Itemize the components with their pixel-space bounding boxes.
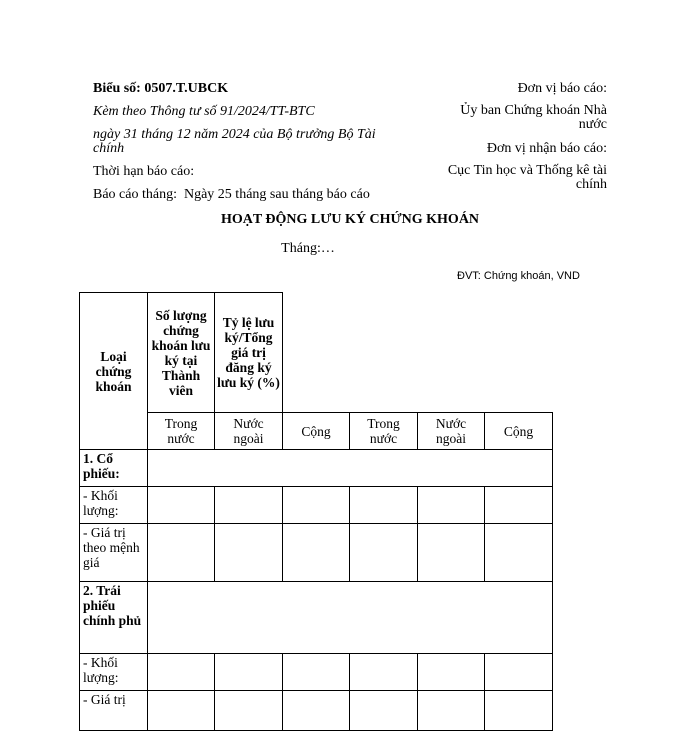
table-cell — [485, 524, 553, 582]
table-cell — [215, 524, 283, 582]
receiving-unit-label: Đơn vị nhận báo cáo: — [486, 141, 607, 156]
column-header-custody-ratio: Tỷ lệ lưu ký/Tổng giá trị đăng ký lưu ký (%) — [215, 293, 283, 413]
row-label-government-bonds: 2. Trái phiếu chính phủ — [80, 582, 148, 654]
table-cell — [148, 654, 215, 691]
table-header-row — [80, 293, 553, 413]
table-cell — [485, 691, 553, 731]
table-cell — [148, 691, 215, 731]
table-cell — [283, 654, 350, 691]
subheader-total: Cộng — [283, 413, 350, 450]
circular-reference-line-1: Kèm theo Thông tư số 91/2024/TT-BTC — [93, 104, 315, 119]
table-cell — [215, 487, 283, 524]
table-cell — [148, 487, 215, 524]
column-header-custody-quantity: Số lượng chứng khoán lưu ký tại Thành viên — [148, 293, 215, 413]
table-cell — [283, 524, 350, 582]
table-cell — [485, 654, 553, 691]
table-row — [80, 582, 553, 654]
table-cell — [418, 654, 485, 691]
monthly-report-label — [93, 187, 370, 203]
subheader-total-2: Cộng — [485, 413, 553, 450]
custody-activity-table — [79, 292, 553, 731]
table-cell — [215, 654, 283, 691]
unit-of-measure: ĐVT: Chứng khoán, VND — [457, 270, 580, 282]
table-cell — [283, 487, 350, 524]
row-label-stocks-volume: - Khối lượng: — [80, 487, 148, 524]
header-blank-area — [283, 293, 553, 413]
table-row — [80, 524, 553, 582]
table-cell — [485, 487, 553, 524]
row-label-bonds-volume: - Khối lượng: — [80, 654, 148, 691]
table-cell — [418, 691, 485, 731]
section-span-cell — [148, 450, 553, 487]
monthly-report-deadline: Ngày 25 tháng sau tháng báo cáo — [183, 187, 370, 202]
reporting-unit-line-1: Ủy ban Chứng khoán Nhà — [460, 103, 607, 118]
table-row — [80, 654, 553, 691]
table-cell — [350, 524, 418, 582]
table-cell — [215, 691, 283, 731]
row-label-stocks: 1. Cổ phiếu: — [80, 450, 148, 487]
table-cell — [350, 691, 418, 731]
table-cell — [350, 654, 418, 691]
row-label-bonds-value: - Giá trị — [80, 691, 148, 731]
deadline-label: Thời hạn báo cáo: — [93, 164, 195, 179]
subheader-domestic-2: Trong nước — [350, 413, 418, 450]
receiving-unit-line-2: chính — [575, 177, 607, 192]
subheader-foreign-2: Nước ngoài — [418, 413, 485, 450]
receiving-unit-line-1: Cục Tin học và Thống kê tài — [447, 163, 607, 178]
reporting-unit-label: Đơn vị báo cáo: — [517, 81, 607, 96]
report-title: HOẠT ĐỘNG LƯU KÝ CHỨNG KHOÁN — [220, 212, 480, 227]
table-row — [80, 487, 553, 524]
table-subheader-row — [80, 413, 553, 450]
receiving-unit-name — [448, 164, 607, 192]
circular-reference-line-2: ngày 31 tháng 12 năm 2024 của Bộ trưởng Bộ Tài — [93, 127, 376, 142]
subheader-foreign: Nước ngoài — [215, 413, 283, 450]
report-month: Tháng:… — [281, 241, 335, 256]
circular-reference-line-3: chính — [93, 141, 125, 156]
table-row — [80, 691, 553, 731]
subheader-domestic: Trong nước — [148, 413, 215, 450]
reporting-unit-name — [460, 104, 607, 132]
section-span-cell — [148, 582, 553, 654]
table-cell — [350, 487, 418, 524]
form-number: Biểu số: 0507.T.UBCK — [93, 81, 229, 96]
table-cell — [283, 691, 350, 731]
column-header-security-type: Loại chứng khoán — [80, 293, 148, 450]
row-label-stocks-par-value: - Giá trị theo mệnh giá — [80, 524, 148, 582]
monthly-report-text: Báo cáo tháng: — [93, 187, 177, 202]
reporting-unit-line-2: nước — [578, 117, 607, 132]
table-cell — [418, 487, 485, 524]
table-cell — [418, 524, 485, 582]
table-cell — [148, 524, 215, 582]
table-row — [80, 450, 553, 487]
